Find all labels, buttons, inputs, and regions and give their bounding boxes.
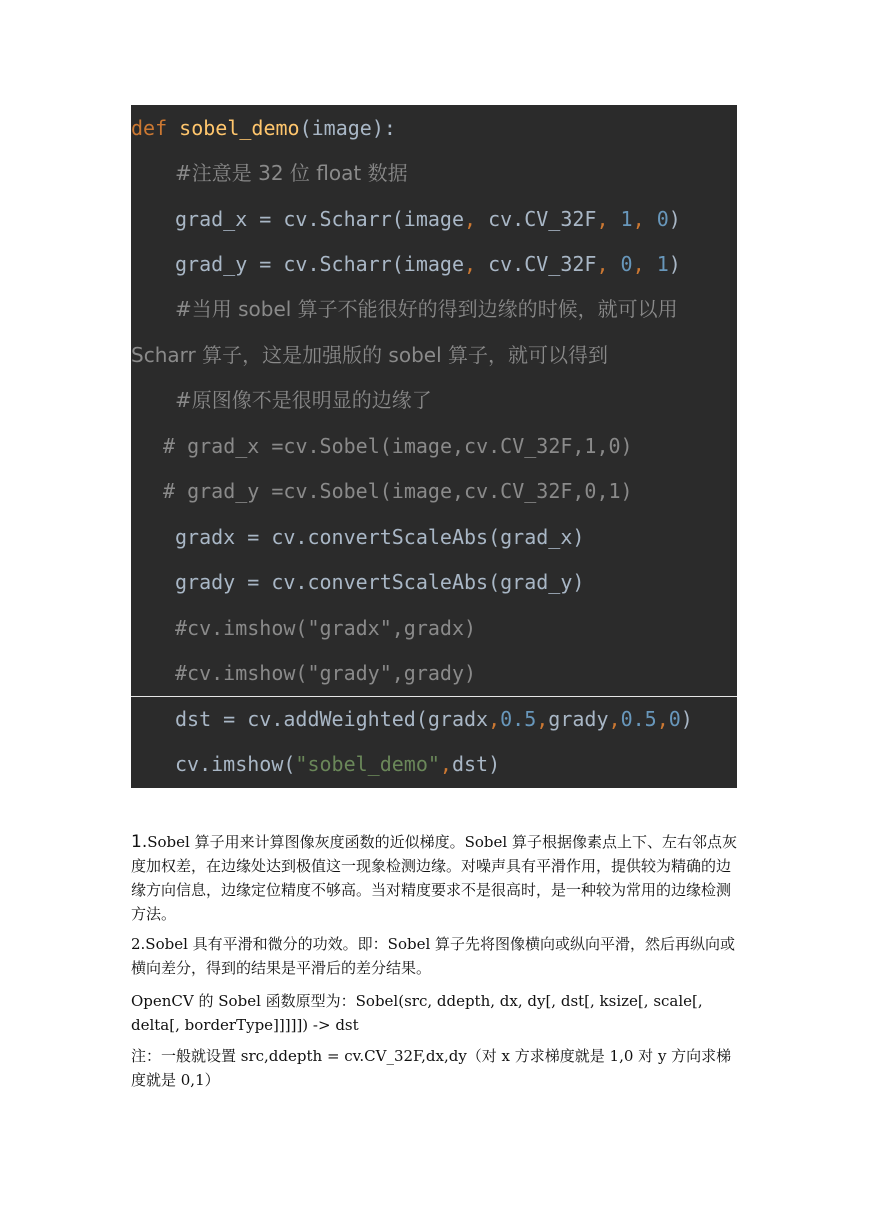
comma: ,	[596, 252, 609, 276]
grad-x-dy: 0	[656, 207, 669, 231]
close-paren: )	[668, 252, 681, 276]
function-name: sobel_demo	[179, 116, 300, 140]
imshow-arg: dst)	[451, 752, 501, 776]
code-line-grad-y	[175, 249, 681, 279]
grad-y-dx: 0	[620, 252, 633, 276]
imshow-window-name: "sobel_demo"	[295, 752, 440, 776]
paragraph-4: 注：一般就设置 src,ddepth = cv.CV_32F,dx,dy（对 x 方求梯度就是 1,0 对 y 方向求梯度就是 0,1）	[131, 1047, 732, 1089]
code-line-grad-x	[175, 204, 681, 234]
code-comment-sobel-2: Scharr 算子，这是加强版的 sobel 算子，就可以得到	[131, 343, 609, 367]
paragraph-1	[131, 830, 737, 926]
code-comment-imshow-y: #cv.imshow("grady",grady)	[175, 661, 477, 685]
paragraph-1-text: Sobel 算子用来计算图像灰度函数的近似梯度。Sobel 算子根据像素点上下、左右邻点灰度加权差，在边缘处达到极值这一现象检测边缘。对噪声具有平滑作用，提供较为精确的边缘方向信息，边缘定位精度不够高。当对精度要求不是很高时，是一种较为常用的边缘检测方法。	[131, 833, 737, 923]
keyword-def: def	[131, 116, 168, 140]
grad-y-depth: cv.CV_32F	[476, 252, 597, 276]
grad-x-text: grad_x = cv.Scharr(image	[175, 207, 464, 231]
comma: ,	[536, 707, 549, 731]
code-comment-sobel-1: #当用 sobel 算子不能很好的得到边缘的时候，就可以用	[175, 297, 678, 321]
code-comment-sobel-y: # grad_y =cv.Sobel(image,cv.CV_32F,0,1)	[163, 479, 633, 503]
grad-x-dx: 1	[620, 207, 633, 231]
comma: ,	[608, 707, 621, 731]
code-line-def	[131, 113, 396, 143]
function-args: (image):	[299, 116, 396, 140]
grad-y-dy: 1	[656, 252, 669, 276]
comma: ,	[656, 707, 669, 731]
grad-x-depth: cv.CV_32F	[476, 207, 597, 231]
dst-beta: 0.5	[620, 707, 657, 731]
paragraph-2: 2.Sobel 具有平滑和微分的功效。即：Sobel 算子先将图像横向或纵向平滑，然后再纵向或横向差分，得到的结果是平滑后的差分结果。	[131, 935, 736, 977]
dst-gamma: 0	[668, 707, 681, 731]
code-comment-float: #注意是 32 位 float 数据	[175, 161, 408, 185]
imshow-call: cv.imshow(	[175, 752, 296, 776]
dst-alpha: 0.5	[500, 707, 537, 731]
dst-grady: grady	[548, 707, 609, 731]
close-paren: )	[680, 707, 693, 731]
grad-y-text: grad_y = cv.Scharr(image	[175, 252, 464, 276]
code-line-grady: grady = cv.convertScaleAbs(grad_y)	[175, 570, 585, 594]
code-comment-sobel-3: #原图像不是很明显的边缘了	[175, 388, 432, 412]
close-paren: )	[668, 207, 681, 231]
code-divider	[131, 696, 737, 697]
code-line-gradx: gradx = cv.convertScaleAbs(grad_x)	[175, 525, 585, 549]
code-comment-imshow-x: #cv.imshow("gradx",gradx)	[175, 616, 477, 640]
code-line-dst	[175, 704, 693, 734]
dst-text: dst = cv.addWeighted(gradx	[175, 707, 489, 731]
comma: ,	[488, 707, 501, 731]
comma: ,	[463, 207, 477, 231]
comma: ,	[463, 252, 477, 276]
paragraph-1-number: 1.	[131, 832, 148, 852]
comma: ,	[632, 207, 645, 231]
code-line-imshow	[175, 749, 500, 779]
paragraph-3: OpenCV 的 Sobel 函数原型为：Sobel(src, ddepth, dx, dy[, dst[, ksize[, scale[, delta[, borderType]]]]]) -> dst	[131, 992, 703, 1034]
code-comment-sobel-x: # grad_x =cv.Sobel(image,cv.CV_32F,1,0)	[163, 434, 633, 458]
comma: ,	[439, 752, 452, 776]
code-block	[131, 105, 737, 788]
comma: ,	[632, 252, 645, 276]
comma: ,	[596, 207, 609, 231]
